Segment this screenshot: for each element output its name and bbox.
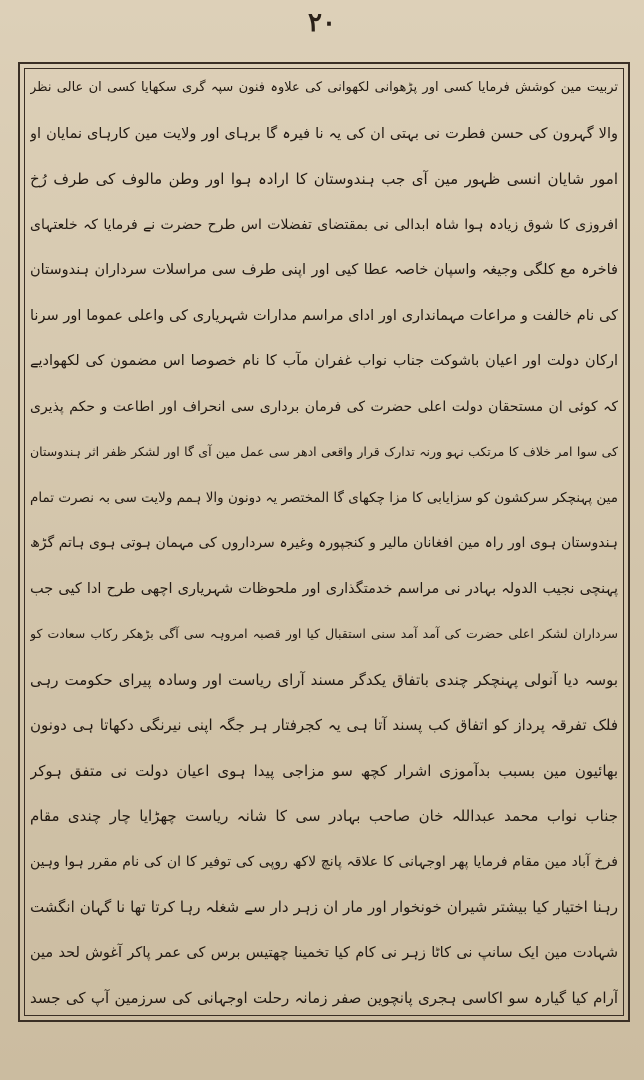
text-line: جناب نواب محمد عبداللہ خان صاحب بہادر سی کا شانہ ریاست چھڑایا چار چندی مقام (30, 807, 618, 825)
text-line: مین پہنچکر سرکشون کو سزایابی کا مزا چکھای گا المختصر یہ دونون والا ہمم ولایت سی بہ نصرت تمام (30, 489, 618, 506)
text-line: فرخ آباد مین مقام فرمایا پھر اوجہانی کا علاقہ پانچ لاکھ روپی کی توفیر کا ان کی نام مقرر ہوا وہین (30, 853, 618, 870)
urdu-text-body (30, 74, 618, 1014)
text-line: کی سوا امر خلاف کا مرتکب نہو ورنہ تدارک قرار واقعی ادھر سی عمل مین آی گا اور لشکر ظفر اثر ہندوستان (30, 444, 618, 459)
text-line: والا گہرون کی حسن فطرت نی بہتی ان کی یہ نا فیرہ گا برہای اور ولایت مین کارہای نمایان او (30, 125, 618, 142)
text-line: فلک تفرقہ پرداز کو اتفاق کب پسند آتا ہی یہ کجرفتار ہر جگہ اپنی نیرنگی دکھاتا ہی دونون (30, 716, 618, 734)
text-line: ہندوستان ہوی اور راہ مین افغانان مالیر و کنجپورہ وغیرہ سرداروں کی مہمان ہوتی ہوی ہاتم گڑھ (30, 535, 618, 551)
text-line: تربیت مین کوشش فرمایا کسی اور پڑھوانی لکھوانی کی علاوہ فنون سپہ گری سکھایا کسی ان عالی نظر (30, 80, 618, 95)
text-line: آرام کیا گیارہ سو اکاسی ہجری پانچوین صفر زمانہ رحلت اوجہانی کی سرزمین آپ کی جسد (30, 989, 618, 1007)
text-line: بوسہ دیا آنولی پہنچکر چندی باتفاق یکدگر مسند آرای ریاست اور وسادہ پیرای حکومت رہی (30, 670, 618, 689)
text-line: سرداران لشکر اعلی حضرت کی آمد آمد سنی استقبال کیا اور قصبہ امروہہ سی آگی بڑھکر رکاب سعادت کو (30, 626, 618, 641)
text-line: رہنا اختیار کیا بیشتر شیران خونخوار اور مار ان زہر دار سے شغلہ رہا کرتا تھا نا گہان انگشت (30, 898, 618, 916)
text-line: پہنچی نجیب الدولہ بہادر نی مراسم خدمتگذاری اور ملحوظات شہریاری اچھی طرح ادا کیی جب (30, 580, 618, 597)
text-line: فاخرہ مع کلگی وجیغہ واسپان خاصہ عطا کیی اور اپنی طرف سی مراسلات سرداران ہندوستان (30, 262, 618, 278)
text-line: شہادت مین ایک سانپ نی کاٹا زہر نی کام کیا تخمینا چھتیس برس کی عمر پاکر آغوش لحد مین (30, 944, 618, 961)
text-line: کہ کوئی ان مستحقان دولت اعلی حضرت کی فرمان برداری سی انحراف اور اطاعت و حکم پذیری (30, 398, 618, 415)
text-line: کی نام خالفت و مراعات مہمانداری اور ادای مراسم مدارات شہریاری کی واعلی عموما اور سرنا (30, 307, 618, 324)
text-line: امور شایان انسی ظہور مین آی جب ہندوستان کا ارادہ ہوا اور وطن مالوف کی طرف رُخ (30, 170, 618, 188)
text-line: ارکان دولت اور اعیان باشوکت جناب نواب غفران مآب کا نام خصوصا اس مضمون کی لکھوادیے (30, 353, 618, 369)
page-number: ۲۰ (308, 8, 336, 38)
text-line: بھائیون مین بسبب بدآموزی اشرار کچھ سو مزاجی پیدا ہوی اعیان دولت نی متفق ہوکر (30, 761, 618, 780)
text-line: افروزی کا شوق زیادہ ہوا شاہ ابدالی نی بمقتضای تفضلات اس طرح حضرت نے فرمایا کہ خلعتہای (30, 216, 618, 233)
